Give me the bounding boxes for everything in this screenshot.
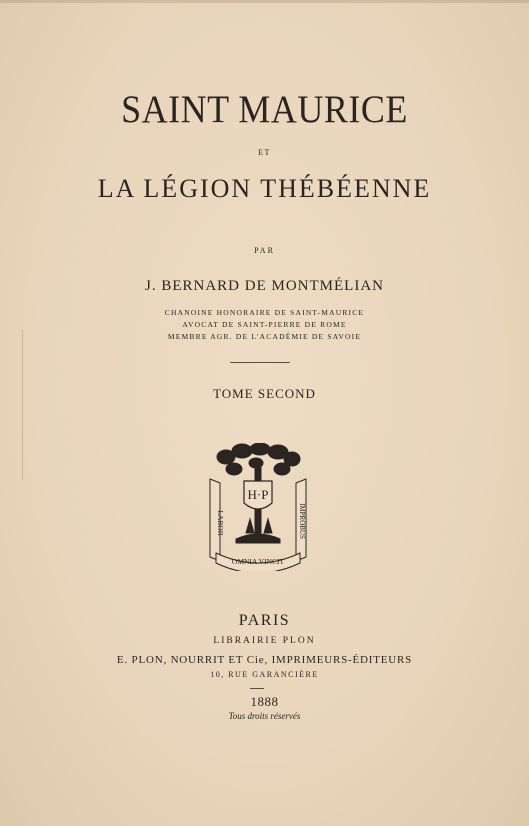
book-subtitle: LA LÉGION THÉBÉENNE: [97, 174, 432, 203]
printer-monogram: H·P: [247, 487, 269, 502]
motto-left: LABOR: [216, 510, 225, 536]
imprint-address: 10, RUE GARANCIÈRE: [210, 670, 319, 679]
divider-rule: [230, 362, 290, 363]
motto-right: IMPROBUS: [298, 503, 306, 539]
title-conjunction: ET: [258, 148, 271, 157]
author-credential: AVOCAT DE SAINT-PIERRE DE ROME: [182, 320, 347, 329]
page-edge: [0, 0, 529, 3]
imprint-city: PARIS: [238, 612, 291, 629]
by-line: PAR: [254, 246, 275, 255]
page-crease: [22, 330, 23, 480]
imprint-library: LIBRAIRIE PLON: [213, 636, 316, 646]
motto-bottom: OMNIA VINCIT: [231, 557, 285, 566]
publication-year: 1888: [250, 694, 279, 709]
printer-mark-emblem: [206, 443, 310, 571]
divider-rule-small: [250, 688, 264, 689]
author-credential: CHANOINE HONORAIRE DE SAINT-MAURICE: [164, 308, 365, 317]
author-credential: MEMBRE AGR. DE L'ACADÉMIE DE SAVOIE: [167, 332, 362, 341]
volume-label: TOME SECOND: [213, 386, 316, 401]
book-title: SAINT MAURICE: [121, 87, 408, 131]
rights-notice: Tous droits réservés: [228, 711, 301, 721]
author-name: J. BERNARD DE MONTMÉLIAN: [145, 278, 384, 294]
imprint-publishers: E. PLON, NOURRIT ET Cie, IMPRIMEURS-ÉDITEURS: [116, 654, 413, 666]
